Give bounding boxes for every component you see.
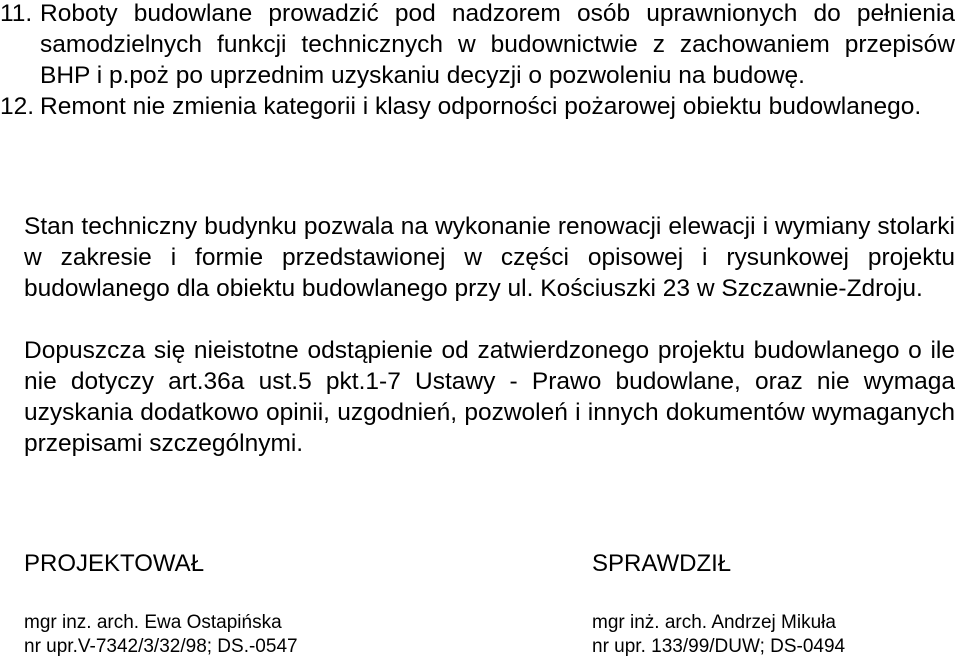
list-item-text: Remont nie zmienia kategorii i klasy odporności pożarowej obiektu budowlanego. — [40, 93, 922, 120]
numbered-list — [0, 0, 955, 122]
designer-name: mgr inz. arch. Ewa Ostapińska — [24, 612, 282, 633]
paragraph-text: Dopuszcza się nieistotne odstąpienie od zatwierdzonego projektu budowlanego o ile nie dotyczy art.36a ust.5 pkt.1-7 Ustawy - Prawo budowlane, oraz nie wymaga uzyskania dodatkowo opinii, uzgodnień, pozwoleń i innych dokumentów wymaganych przepisami szczególnymi. — [24, 337, 955, 457]
paragraph-text: Stan techniczny budynku pozwala na wykonanie renowacji elewacji i wymiany stolarki w zakresie i formie przedstawionej w części opisowej i rysunkowej projektu budowlanego dla obiektu budowlanego przy ul. Kościuszki 23 w Szczawnie-Zdroju. — [24, 213, 955, 302]
list-item-11 — [0, 0, 955, 91]
designer-license: nr upr.V-7342/3/32/98; DS.-0547 — [24, 636, 298, 657]
list-item-number: 11. — [0, 0, 33, 27]
list-item-12 — [0, 91, 955, 122]
deviation-paragraph — [24, 335, 955, 459]
list-item-text: Roboty budowlane prowadzić pod nadzorem osób uprawnionych do pełnienia samodzielnych funkcji technicznych w budownictwie z zachowaniem przepisów BHP i p.poż po uprzednim uzyskaniu decyzji o pozwoleniu na budowę. — [40, 0, 955, 89]
checker-heading: SPRAWDZIŁ — [592, 550, 732, 577]
technical-condition-paragraph — [24, 211, 955, 304]
checker-license: nr upr. 133/99/DUW; DS-0494 — [592, 636, 846, 657]
designer-heading: PROJEKTOWAŁ — [24, 550, 205, 577]
checker-name: mgr inż. arch. Andrzej Mikuła — [592, 612, 836, 633]
list-item-number: 12. — [0, 93, 35, 120]
